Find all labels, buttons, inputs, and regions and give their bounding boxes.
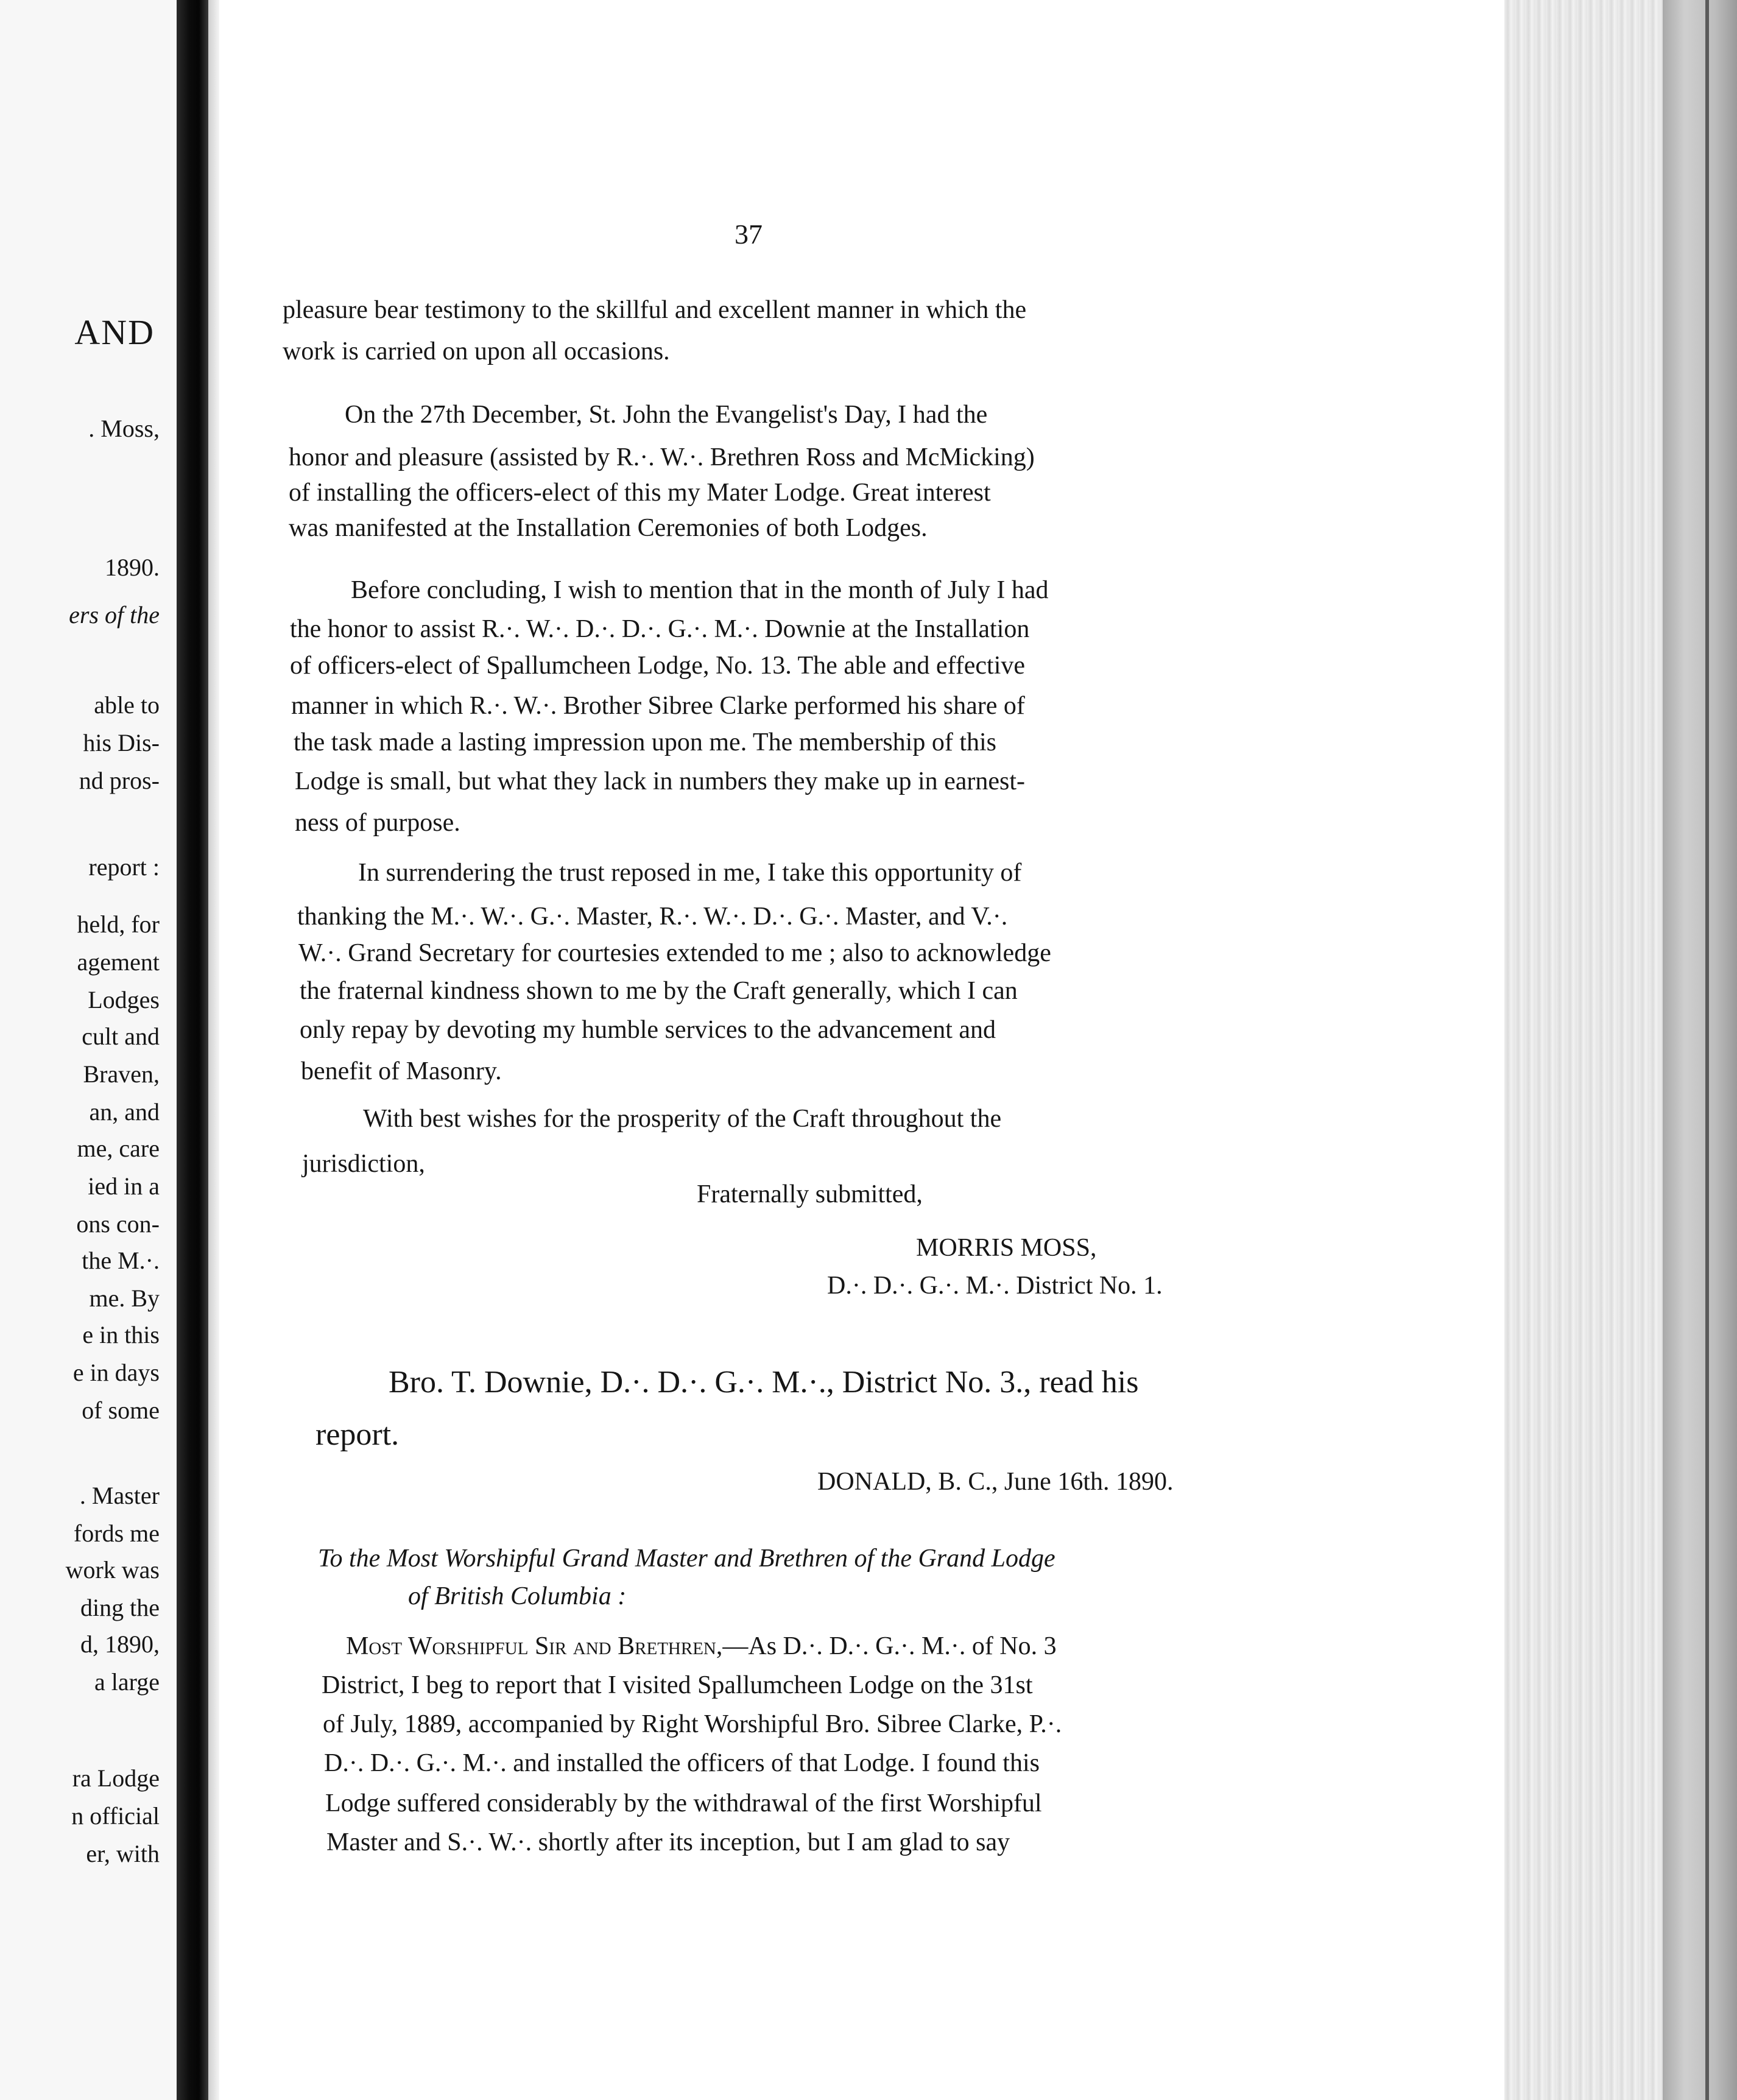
text-line: Before concluding, I wish to mention that in the month of July I had: [351, 576, 1049, 604]
facing-page-line: d, 1890,: [80, 1630, 160, 1658]
facing-page-line: e in this: [82, 1321, 160, 1348]
facing-page-line: Lodges: [88, 986, 160, 1013]
address-line: of British Columbia :: [408, 1582, 627, 1610]
cover-rim: [1705, 0, 1709, 2100]
dateline: DONALD, B. C., June 16th. 1890.: [817, 1468, 1174, 1496]
text-line: pleasure bear testimony to the skillful and excellent manner in which the: [283, 296, 1027, 324]
facing-page-line: an, and: [89, 1098, 160, 1126]
facing-page-line: e in days: [72, 1359, 160, 1386]
facing-page-line: me. By: [89, 1284, 160, 1312]
gutter-shadow: [208, 0, 219, 2100]
text-line: of installing the officers-elect of this my Mater Lodge. Great interest: [289, 479, 991, 507]
text-line: manner in which R.·. W.·. Brother Sibree Clarke performed his share of: [291, 692, 1025, 720]
text-line: honor and pleasure (assisted by R.·. W.·. Brethren Ross and McMicking): [289, 443, 1035, 471]
facing-page-line: Braven,: [83, 1060, 160, 1088]
facing-page-line: er, with: [86, 1840, 160, 1867]
text-line: Master and S.·. W.·. shortly after its inception, but I am glad to say: [326, 1828, 1010, 1856]
facing-page-line: able to: [94, 691, 160, 719]
text-line: work is carried on upon all occasions.: [283, 337, 670, 365]
facing-page-line: the M.·.: [82, 1247, 160, 1274]
text-line: of officers-elect of Spallumcheen Lodge, No. 13. The able and effective: [290, 652, 1026, 680]
facing-page-line: cult and: [82, 1023, 160, 1050]
facing-page-line: . Master: [79, 1482, 160, 1509]
text-line: Lodge is small, but what they lack in numbers they make up in earnest-: [295, 767, 1026, 795]
facing-page-line: report :: [88, 853, 160, 881]
text-line: On the 27th December, St. John the Evangelist's Day, I had the: [345, 401, 988, 429]
text-line: District, I beg to report that I visited Spallumcheen Lodge on the 31st: [322, 1671, 1033, 1699]
text-line: D.·. D.·. G.·. M.·. and installed the officers of that Lodge. I found this: [324, 1749, 1040, 1777]
salutation: Most Worshipful Sir and Brethren,: [346, 1632, 723, 1660]
address-line: To the Most Worshipful Grand Master and Brethren of the Grand Lodge: [318, 1545, 1055, 1573]
text-line: only repay by devoting my humble services to the advancement and: [300, 1016, 996, 1044]
text-line: of July, 1889, accompanied by Right Worshipful Bro. Sibree Clarke, P.·.: [323, 1710, 1062, 1738]
facing-page-line: fords me: [73, 1520, 160, 1547]
text-line: benefit of Masonry.: [301, 1057, 502, 1085]
facing-page-line: of some: [82, 1397, 160, 1424]
facing-page-line: AND: [74, 312, 155, 352]
text-line: the task made a lasting impression upon me. The membership of this: [294, 728, 997, 756]
book-gutter: [177, 0, 208, 2100]
text-line: was manifested at the Installation Ceremonies of both Lodges.: [289, 514, 928, 542]
facing-page-line: me, care: [77, 1135, 160, 1162]
text-line: the honor to assist R.·. W.·. D.·. D.·. G.·. M.·. Downie at the Installation: [290, 615, 1030, 643]
facing-page-line: a large: [94, 1668, 160, 1696]
text-line: ness of purpose.: [295, 809, 460, 837]
book-cover-edge: [1663, 0, 1737, 2100]
facing-page-line: ied in a: [88, 1172, 160, 1200]
text-line: With best wishes for the prosperity of the Craft throughout the: [363, 1105, 1002, 1133]
closing-line: Fraternally submitted,: [697, 1180, 923, 1208]
facing-page-line: ra Lodge: [72, 1764, 160, 1792]
text-line: —As D.·. D.·. G.·. M.·. of No. 3: [722, 1632, 1057, 1660]
signature-name: MORRIS MOSS,: [916, 1234, 1097, 1262]
main-page: [219, 0, 1504, 2100]
text-line: jurisdiction,: [302, 1150, 425, 1178]
facing-page-line: . Moss,: [88, 415, 160, 442]
facing-page-line: nd pros-: [79, 767, 160, 794]
text-line: Lodge suffered considerably by the withdrawal of the first Worshipful: [325, 1789, 1042, 1817]
text-line: the fraternal kindness shown to me by the Craft generally, which I can: [300, 977, 1018, 1005]
signature-title: D.·. D.·. G.·. M.·. District No. 1.: [827, 1272, 1163, 1300]
facing-page-line: 1890.: [105, 554, 160, 581]
section-heading: Bro. T. Downie, D.·. D.·. G.·. M.·., District No. 3., read his: [389, 1365, 1139, 1400]
facing-page: [0, 0, 177, 2100]
text-line: thanking the M.·. W.·. G.·. Master, R.·. W.·. D.·. G.·. Master, and V.·.: [297, 903, 1008, 931]
facing-page-line: his Dis-: [83, 729, 160, 756]
text-line: W.·. Grand Secretary for courtesies extended to me ; also to acknowledge: [298, 939, 1051, 967]
facing-page-line: n official: [71, 1802, 160, 1830]
page-number: 37: [735, 219, 763, 250]
report-salutation-line: [346, 1633, 1057, 1659]
facing-page-line: ers of the: [69, 601, 160, 629]
facing-page-line: agement: [77, 948, 160, 976]
facing-page-line: ding the: [80, 1594, 160, 1621]
facing-page-line: ons con-: [76, 1210, 160, 1238]
facing-page-line: work was: [65, 1556, 160, 1584]
facing-page-line: held, for: [77, 911, 160, 938]
text-line: In surrendering the trust reposed in me, I take this opportunity of: [358, 859, 1022, 887]
section-heading: report.: [315, 1417, 400, 1452]
